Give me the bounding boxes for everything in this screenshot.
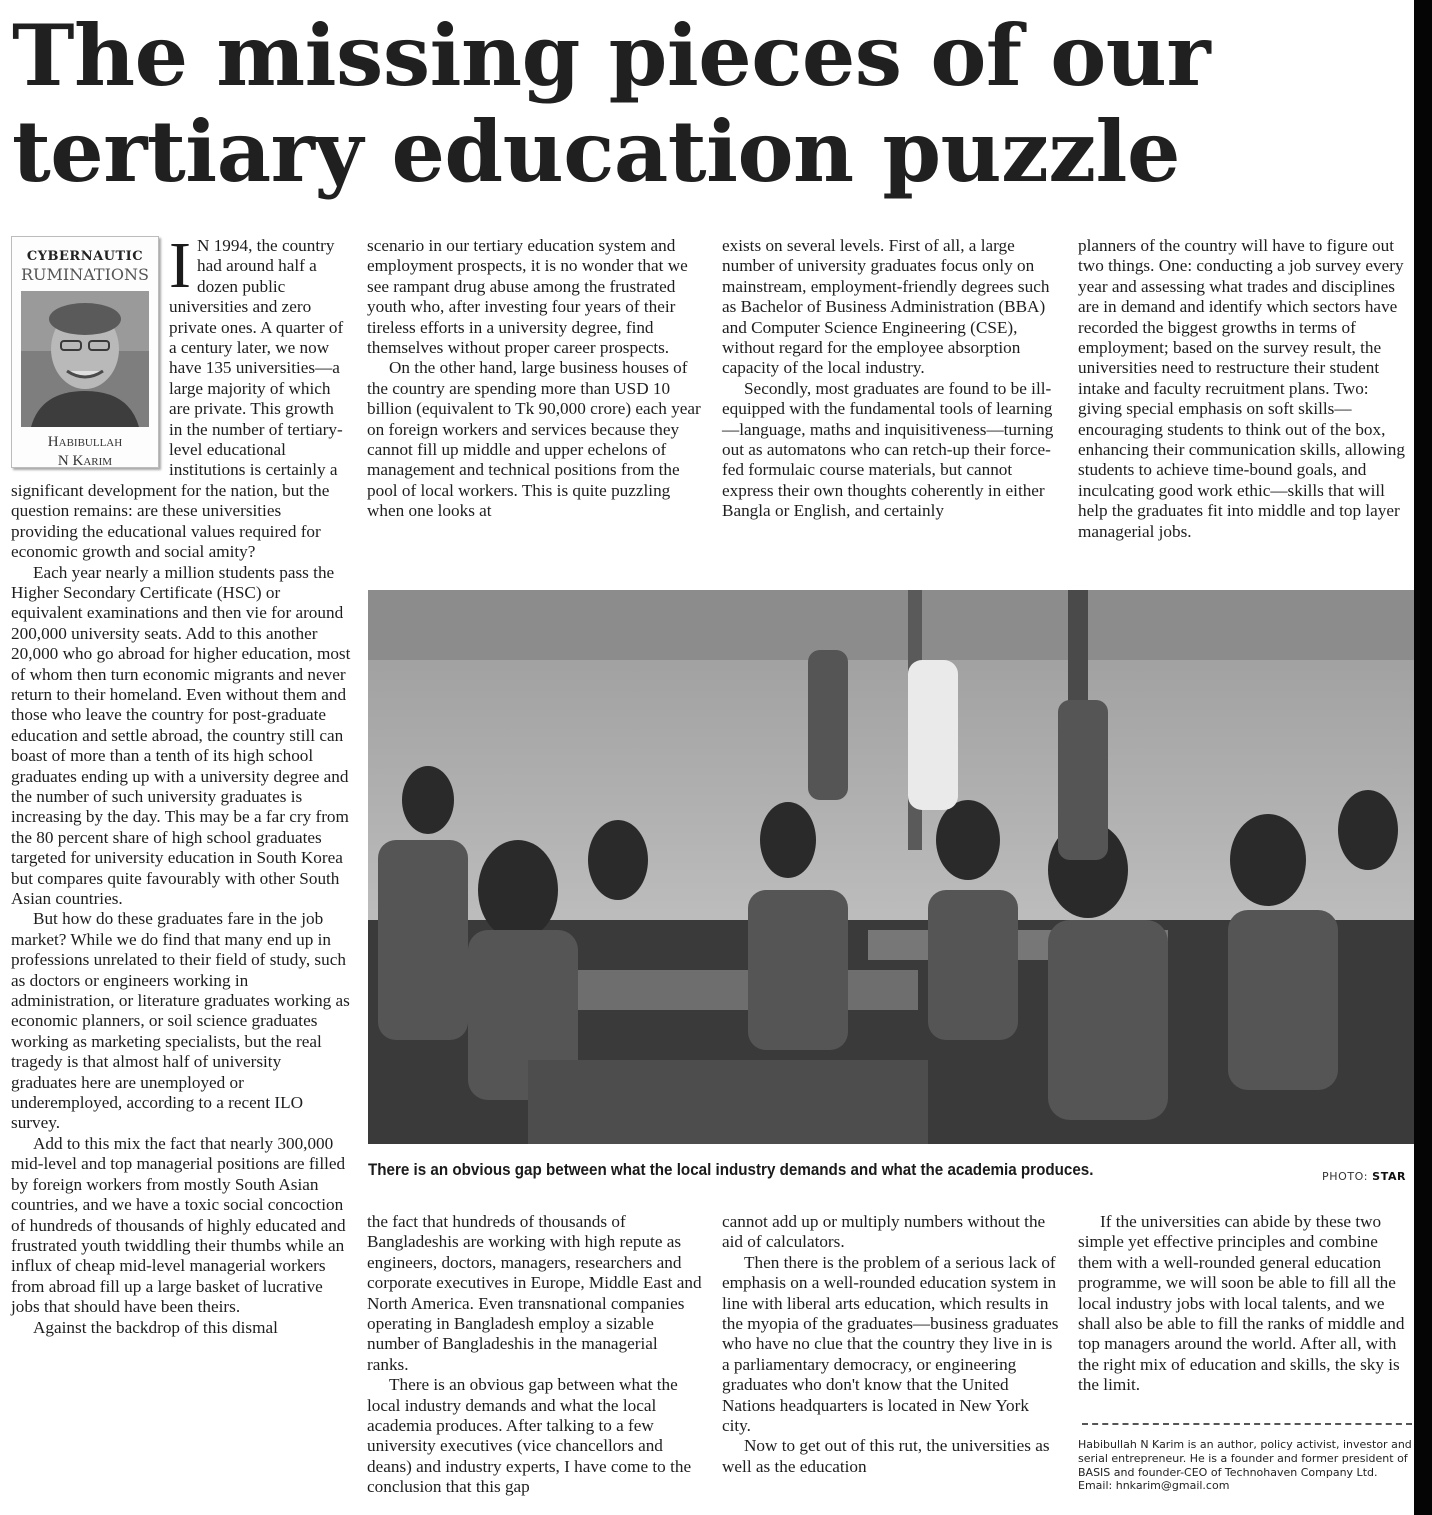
paragraph: exists on several levels. First of all, a large number of university graduates focus only on mainstream, employment-friendly degrees such as Bachelor of Business Administration (BBA) and Computer Science Engineering (CSE), without regard for the employee absorption capacity of the local industry. <box>722 236 1050 378</box>
paragraph: scenario in our tertiary education system and employment prospects, it is no wonder that we see rampant drug abuse among the frustrated youth who, after investing four years of their tireless efforts in a university degree, find themselves without proper career prospects. <box>367 236 688 358</box>
paragraph: There is an obvious gap between what the local industry demands and what the local academia produces. After talking to a few university executives (vice chancellors and deans) and industry experts, I have come to the conclusion that this gap <box>367 1375 692 1497</box>
bio-divider <box>1082 1423 1412 1425</box>
news-photo <box>368 590 1414 1144</box>
paragraph: N 1994, the country had around half a dozen public universities and zero private ones. A quarter of a century later, we now have 135 universities—a large majority of which are private. This growth in the number of tertiary-level educational institutions is certainly a significant development for the nation, but the question remains: are these universities providing the educational values required for economic growth and social amity? <box>11 236 344 562</box>
photo-caption: There is an obvious gap between what the local industry demands and what the academia produces. <box>368 1161 1094 1179</box>
columnist-box <box>11 236 159 468</box>
paragraph: Each year nearly a million students pass the Higher Secondary Certificate (HSC) or equivalent examinations and then vie for around 200,000 university seats. Add to this another 20,000 who go abroad for higher education, most of whom then turn economic migrants and never return to their homeland. Even without them and those who leave the country for post-graduate education and settle abroad, the country still can boast of more than a tenth of its high school graduates ending up with a university degree and the number of such university graduates is increasing by the day. This may be a far cry from the 80 percent share of high school graduates targeted for university education in South Korea but compares quite favourably with other South Asian countries. <box>11 562 351 908</box>
paragraph: Against the backdrop of this dismal <box>33 1317 278 1337</box>
classroom-photo-illustration <box>368 590 1414 1144</box>
article-column-4 <box>1078 236 1414 542</box>
paragraph: If the universities can abide by these two simple yet effective principles and combine them with a well-rounded general education programme, we will soon be able to fill all the local industry jobs with local talents, and we shall also be able to fill the ranks of middle and top managers around the world. After all, with the right mix of education and skills, the sky is the limit. <box>1078 1212 1405 1395</box>
article-column-2-lower <box>367 1212 703 1498</box>
photo-credit-source: STAR <box>1372 1170 1407 1183</box>
article-column-3-lower <box>722 1212 1062 1477</box>
headline: The missing pieces of our tertiary education puzzle <box>12 6 1211 201</box>
photo-credit <box>1322 1170 1414 1183</box>
article-column-4-lower <box>1078 1212 1414 1396</box>
paragraph: On the other hand, large business houses of the country are spending more than USD 10 billion (equivalent to Tk 90,000 crore) each year on foreign workers and services because they cannot fill up middle and upper echelons of management and technical positions from the pool of local workers. This is quite puzzling when one looks at <box>367 358 701 521</box>
paragraph: Add to this mix the fact that nearly 300,000 mid-level and top managerial positions are filled by foreign workers from mostly South Asian countries, and we have a toxic social concoction of hundreds of thousands of highly educated and frustrated youth twiddling their thumbs while an influx of cheap mid-level managerial workers from abroad fill up a large basket of lucrative jobs that should have been theirs. <box>11 1133 346 1317</box>
photo-credit-label: PHOTO: <box>1322 1170 1369 1183</box>
author-bio: Habibullah N Karim is an author, policy activist, investor and serial entrepreneur. He is a founder and former president of BASIS and founder-CEO of Technohaven Company Ltd. Email: hnkarim@gmail.com <box>1078 1438 1412 1493</box>
author-portrait <box>21 291 149 427</box>
paragraph: Then there is the problem of a serious lack of emphasis on a well-rounded education system in line with liberal arts education, which results in the myopia of the graduates—business graduates who have no clue that the country they live in is a parliamentary democracy, or engineering graduates who don't know that the United Nations headquarters is located in New York city. <box>722 1252 1059 1436</box>
article-column-2 <box>367 236 703 522</box>
drop-cap: I <box>169 229 191 302</box>
paragraph: Now to get out of this rut, the universities as well as the education <box>722 1436 1050 1476</box>
paragraph: But how do these graduates fare in the job market? While we do find that many end up in professions unrelated to their field of study, such as doctors or engineers working in administration, or literature graduates working as economic planners, or soil science graduates working as marketing specialists, but the real tragedy is that almost half of university graduates here are unemployed or underemployed, according to a recent ILO survey. <box>11 909 350 1133</box>
paragraph: Secondly, most graduates are found to be ill-equipped with the fundamental tools of learning—language, maths and inquisitiveness—turning out as automatons who can retch-up their force-fed formulaic course materials, but cannot express their own thoughts coherently in either Bangla or English, and certainly <box>722 378 1054 521</box>
paragraph: planners of the country will have to figure out two things. One: conducting a job survey every year and assessing what trades and disciplines are in demand and identify which sectors have recorded the biggest growths in terms of employment; based on the survey result, the universities need to restructure their student intake and faculty recruitment plans. Two: giving special emphasis on soft skills—encouraging students to think out of the box, enhancing their communication skills, allowing students to achieve time-bound goals, and inculcating good work ethic—skills that will help the graduates fit into middle and top layer managerial jobs. <box>1078 236 1405 541</box>
article-column-3 <box>722 236 1062 522</box>
author-name: Habibullah N Karim <box>47 434 123 469</box>
paragraph: the fact that hundreds of thousands of Bangladeshis are working with high repute as engineers, doctors, managers, researchers and corporate executives in Europe, Middle East and North America. Even transnational companies operating in Bangladesh employ a sizable number of Bangladeshis in the managerial ranks. <box>367 1212 702 1374</box>
paragraph: cannot add up or multiply numbers without the aid of calculators. <box>722 1212 1046 1252</box>
column-kicker: CYBERNAUTIC <box>26 249 144 264</box>
page-edge-bar <box>1414 0 1432 1515</box>
article-column-1 <box>11 229 351 1338</box>
column-kicker-sub: RUMINATIONS <box>21 265 149 284</box>
